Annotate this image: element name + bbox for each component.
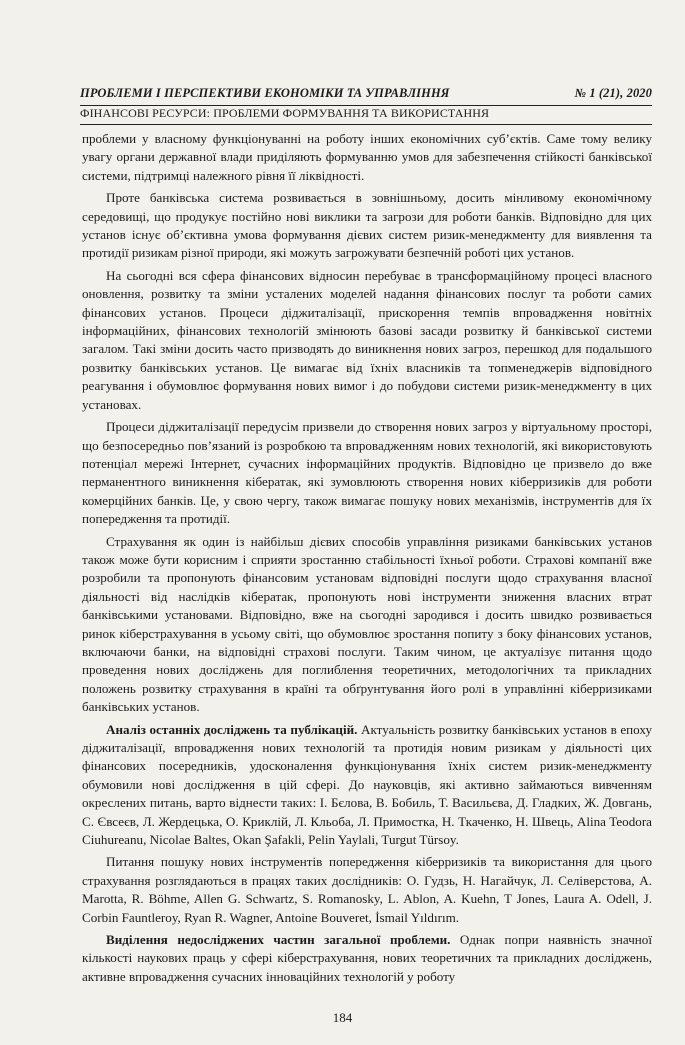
paragraph-literature-review: Аналіз останніх досліджень та публікацій. Актуальність розвитку банківських установ в епоху діджиталізації, впровадження нових технологій та протидія новим ризикам у діяльності цих фінансових посередників, удосконалення функціонування їхніх систем ризик-менеджменту обумовили нові дослідження в цій сфері. До науковців, які активно займаються вивченням окреслених питань, варто віднести таких: І. Бєлова, В. Бобиль, Т. Васильєва, Д. Гладких, Ж. Довгань, С. Євсеєв, Л. Жердецька, О. Криклій, Л. Кльоба, Л. Примостка, Н. Ткаченко, Н. Швець, Alina Teodora Ciuhureanu, Nicolae Baltes, Okan Şafakli, Pelin Yaylali, Turgut Türsoy.	[82, 721, 652, 848]
running-header	[80, 86, 652, 101]
issue-number: № 1 (21), 2020	[574, 86, 652, 100]
page-number: 184	[332, 1010, 353, 1025]
subheading-unresolved-problems: Виділення недосліджених частин загальної проблеми.	[106, 932, 451, 948]
paragraph: Проте банківська система розвивається в зовнішньому, досить мінливому економічному середовищі, що продукує постійно нові виклики та загрози для роботи банків. Відповідно для цих установ існує об’єктивна умова формування дієвих систем ризик-менеджменту для виявлення та протидії ризикам різної природи, які можуть загрожувати безпечній роботі цих установ.	[82, 190, 652, 261]
paragraph-unresolved-problems: Виділення недосліджених частин загальної проблеми. Однак попри наявність значної кількості наукових праць у сфері кіберстрахування, нових теоретичних та прикладних досліджень, активне впровадження сучасних інноваційних технологій у роботу	[82, 932, 652, 984]
journal-title: ПРОБЛЕМИ І ПЕРСПЕКТИВИ ЕКОНОМІКИ ТА УПРАВЛІННЯ	[80, 86, 450, 100]
paragraph: На сьогодні вся сфера фінансових відносин перебуває в трансформаційному процесі власного оновлення, розвитку та зміни усталених моделей надання фінансових послуг та роботи самих фінансових установ. Процеси діджиталізації, прискорення темпів впровадження новітніх інформаційних, фінансових технологій змінюють базові засади розвитку й банківської системи загалом. Такі зміни досить часто призводять до виникнення нових загроз, перешкод для подальшого розвитку банківських установ. Це вимагає від їхніх власників та топменеджерів відповідного реагування і обумовлює формування нових вимог і до побудови системи ризик-менеджменту в цих установах.	[82, 267, 652, 412]
header-rule-bottom	[80, 124, 652, 125]
subheading-literature-review: Аналіз останніх досліджень та публікацій.	[106, 721, 358, 737]
paragraph: Процеси діджиталізації передусім призвели до створення нових загроз у віртуальному просторі, що безпосередньо пов’язаний із розробкою та впровадженням нових технологій, які використовують потенціал мережі Інтернет, сучасних інформаційних продуктів. Відповідно це призвело до вже перманентного виникнення кібератак, які зумовлюють створення нових кіберризиків для роботи комерційних банків. Це, у свою чергу, також вимагає пошуку нових механізмів, інструментів для їх попередження та протидії.	[82, 419, 652, 527]
paragraph: Питання пошуку нових інструментів попередження кіберризиків та використання для цього страхування розглядаються в працях таких дослідників: О. Гудзь, Н. Нагайчук, Л. Селіверстова, A. Marotta, R. Böhme, Allen G. Schwartz, S. Romanosky, L. Ablon, A. Kuehn, T Jones, Laura A. Odell, J. Corbin Fauntleroy, Ryan R. Wagner, Antoine Bouveret, İsmail Yıldırım.	[82, 854, 652, 925]
paragraph: проблеми у власному функціонуванні на роботу інших економічних суб’єктів. Саме тому велику увагу органи державної влади приділяють формуванню умов для забезпечення стійкості банківської системи, підтримці належного рівня її ліквідності.	[82, 131, 652, 183]
section-title: ФІНАНСОВІ РЕСУРСИ: ПРОБЛЕМИ ФОРМУВАННЯ ТА ВИКОРИСТАННЯ	[80, 106, 490, 120]
article-body	[82, 130, 652, 990]
paragraph: Страхування як один із найбільш дієвих способів управління ризиками банківських установ також може бути корисним і сприяти зростанню стабільності їхньої роботи. Страхові компанії вже розробили та пропонують фінансовим установам відповідні послуги щодо страхування власної діяльності від наслідків кібератак, пропонують нові інструменти зниження власних втрат банківськими установами. Відповідно, вже на сьогодні зародився і досить швидко розвивається ринок кіберстрахування в усьому світі, що обумовлює зростання попиту з боку фінансових установ, включаючи банки, на відповідні страхові послуги. Таким чином, це актуалізує питання щодо проведення нових досліджень для поглиблення теоретичних, методологічних та прикладних положень розвитку страхування в країні та обґрунтування його ролі в управлінні кіберризиками банківських установ.	[82, 533, 652, 715]
